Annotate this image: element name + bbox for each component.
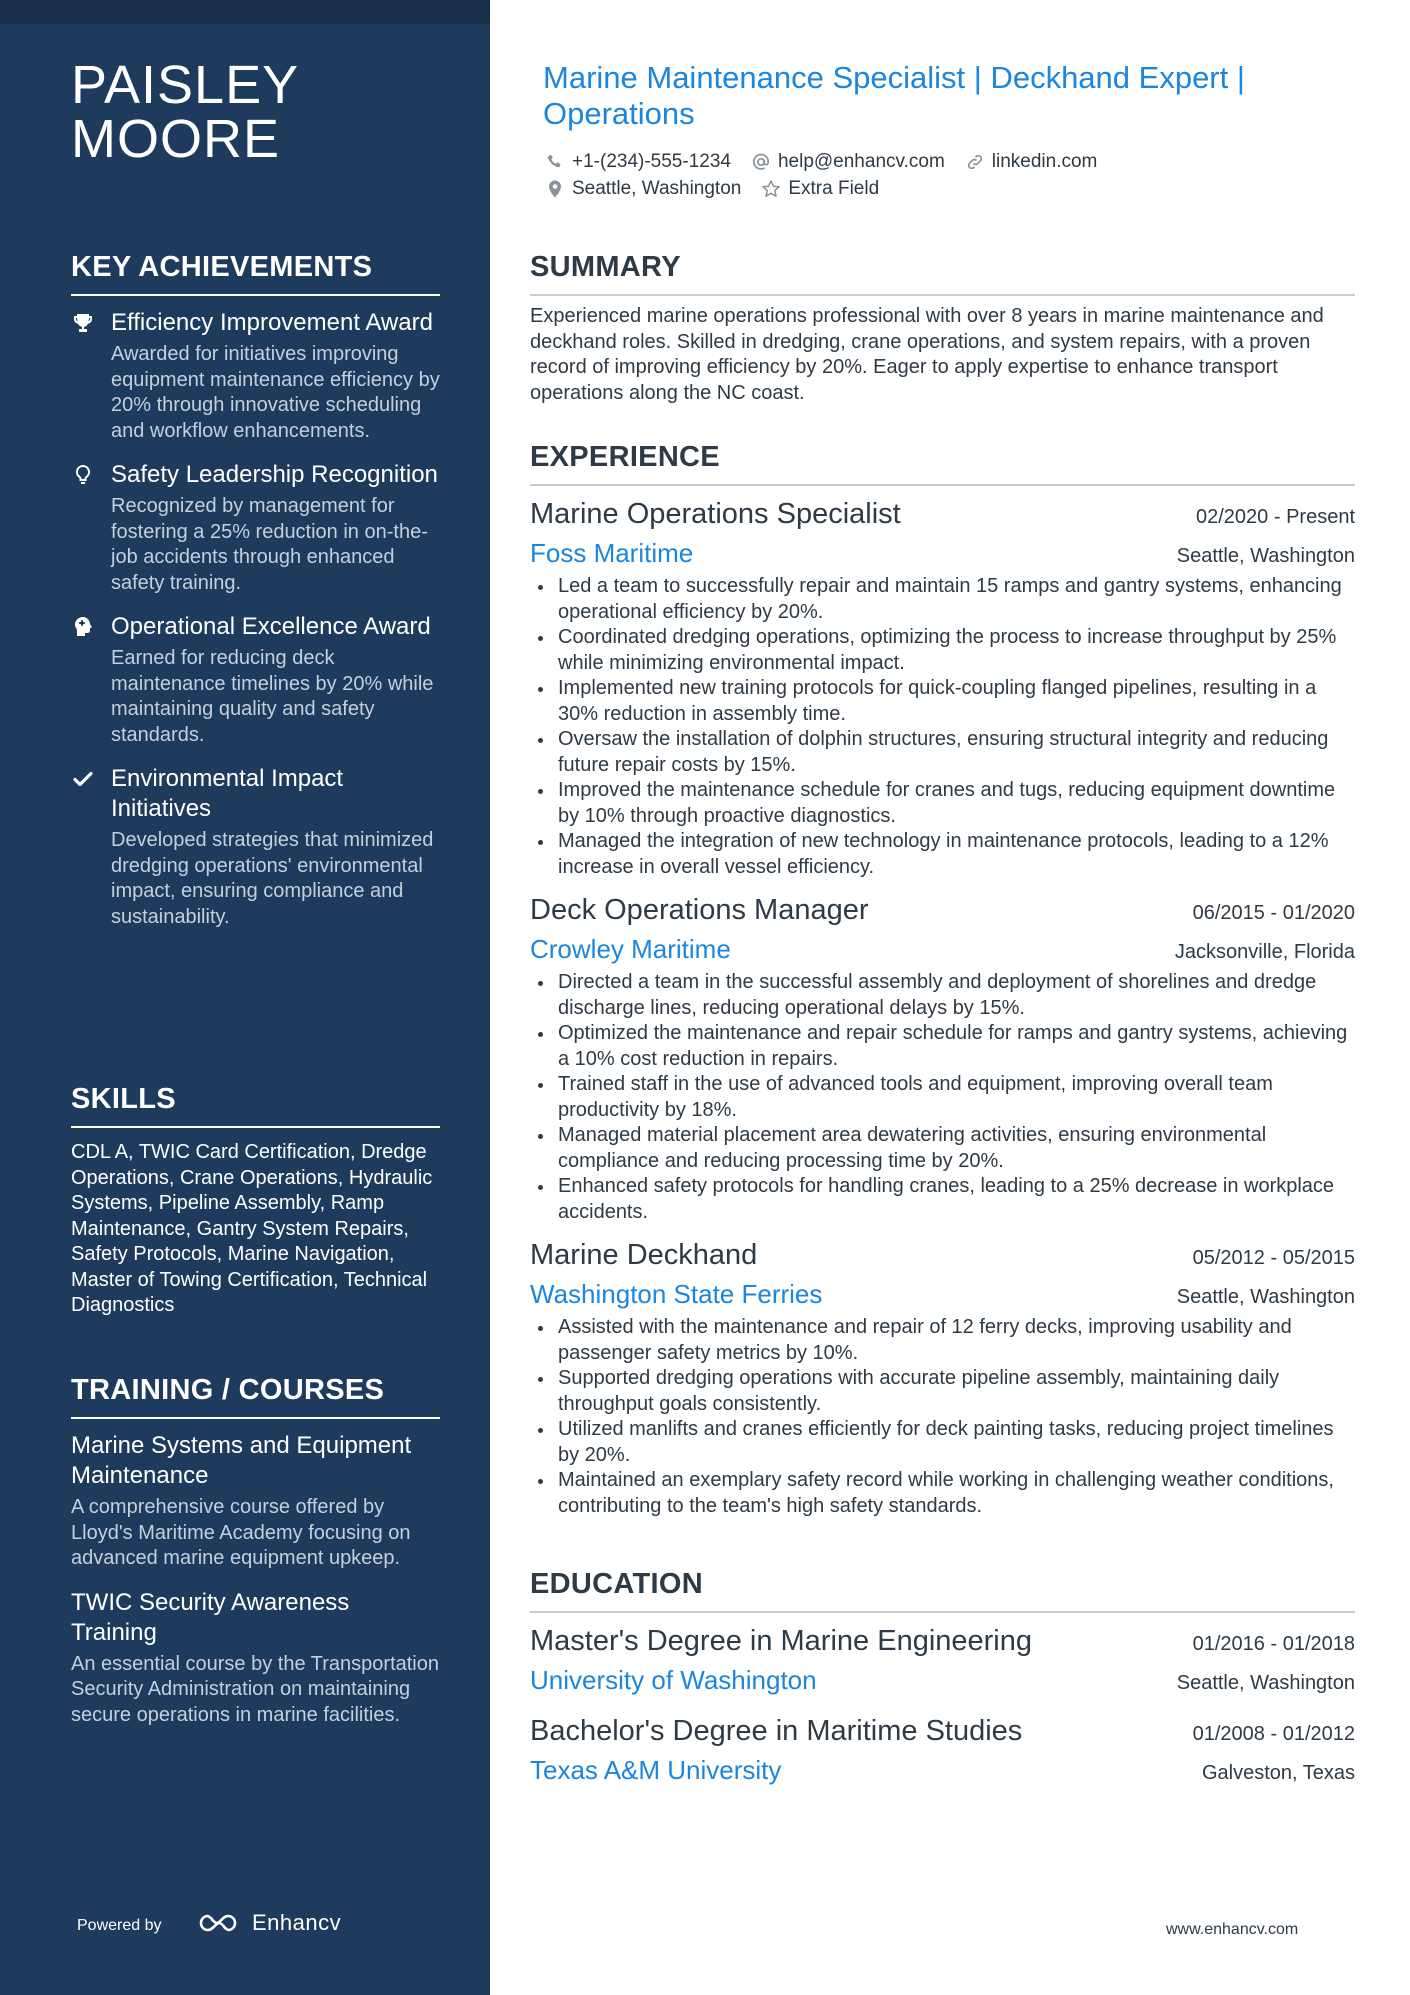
contact-row xyxy=(545,175,1305,202)
link-icon xyxy=(965,152,985,172)
job-date: 05/2012 - 05/2015 xyxy=(1192,1247,1355,1269)
school-name: Texas A&M University xyxy=(530,1755,782,1785)
bullet-item: Supported dredging operations with accurate pipeline assembly, maintaining daily throughput goals consistently. xyxy=(530,1366,1355,1417)
at-icon xyxy=(751,152,771,172)
summary-heading: SUMMARY xyxy=(530,250,1355,296)
bullet-item: Led a team to successfully repair and maintain 15 ramps and gantry systems, enhancing operational efficiency by 20%. xyxy=(530,574,1355,625)
sidebar-top-bar xyxy=(0,0,490,24)
job-bullets xyxy=(530,574,1355,880)
company-name: Foss Maritime xyxy=(530,538,694,568)
job-location: Seattle, Washington xyxy=(1176,1286,1355,1308)
job-date: 02/2020 - Present xyxy=(1196,506,1355,528)
achievement-item xyxy=(71,764,440,930)
job-bullets xyxy=(530,970,1355,1225)
bullet-item: Oversaw the installation of dolphin structures, ensuring structural integrity and reducing future repair costs by 15%. xyxy=(530,727,1355,778)
candidate-name xyxy=(71,55,451,169)
achievement-description: Recognized by management for fostering a 25% reduction in on-the-job accidents through enhanced safety training. xyxy=(111,495,428,594)
achievement-title: Operational Excellence Award xyxy=(111,613,431,640)
achievement-item xyxy=(71,612,440,748)
extra-contact xyxy=(761,178,879,200)
bullet-item: Trained staff in the use of advanced tools and equipment, improving overall team productivity by 18%. xyxy=(530,1072,1355,1123)
extra-text: Extra Field xyxy=(788,177,880,199)
training-section xyxy=(71,1373,440,1728)
course-title: Marine Systems and Equipment Maintenance xyxy=(71,1432,412,1489)
course-item xyxy=(71,1431,440,1572)
education-item xyxy=(530,1713,1355,1787)
enhancv-brand: Enhancv xyxy=(252,1910,342,1935)
bullet-item: Directed a team in the successful assembly and deployment of shorelines and dredge discharge lines, reducing operational delays by 15%. xyxy=(530,970,1355,1021)
bullet-item: Assisted with the maintenance and repair of 12 ferry decks, improving usability and passenger safety metrics by 10%. xyxy=(530,1315,1355,1366)
achievement-title: Environmental Impact Initiatives xyxy=(111,765,344,822)
bullet-item: Optimized the maintenance and repair schedule for ramps and gantry systems, achieving a 10% cost reduction in repairs. xyxy=(530,1021,1355,1072)
email-contact[interactable] xyxy=(751,151,945,173)
sidebar xyxy=(0,0,490,1995)
linkedin-contact[interactable] xyxy=(965,151,1098,173)
school-location: Seattle, Washington xyxy=(1176,1672,1355,1694)
phone-text: +1-(234)-555-1234 xyxy=(572,150,731,172)
job-role: Marine Deckhand xyxy=(530,1239,758,1271)
location-contact xyxy=(545,178,741,200)
company-name: Washington State Ferries xyxy=(530,1279,823,1309)
education-date: 01/2016 - 01/2018 xyxy=(1192,1633,1355,1655)
achievement-item xyxy=(71,460,440,596)
skills-list: CDL A, TWIC Card Certification, Dredge Operations, Crane Operations, Hydraulic Systems, Pipeline Assembly, Ramp Maintenance, Gantry System Repairs, Safety Protocols, Marine Navigation, Master of Towing Certification, Technical Diagnostics xyxy=(71,1141,433,1316)
education-section xyxy=(530,1567,1355,1787)
brain-icon xyxy=(71,615,95,639)
first-name: PAISLEY xyxy=(71,55,300,115)
job-role: Deck Operations Manager xyxy=(530,894,869,926)
degree-name: Bachelor's Degree in Maritime Studies xyxy=(530,1715,1023,1747)
course-item xyxy=(71,1588,440,1729)
powered-by-label: Powered by xyxy=(77,1917,162,1934)
phone-contact[interactable] xyxy=(545,151,731,173)
job-bullets xyxy=(530,1315,1355,1519)
education-date: 01/2008 - 01/2012 xyxy=(1192,1723,1355,1745)
summary-text: Experienced marine operations professional with over 8 years in marine maintenance and deckhand roles. Skilled in dredging, crane operations, and system repairs, with a proven record of improving efficiency by 20%. Eager to apply expertise to enhance transport operations along the NC coast. xyxy=(530,305,1324,404)
bullet-item: Improved the maintenance schedule for cranes and tugs, reducing equipment downtime by 10% through proactive diagnostics. xyxy=(530,778,1355,829)
job-date: 06/2015 - 01/2020 xyxy=(1192,902,1355,924)
achievements-section xyxy=(71,250,440,930)
location-pin-icon xyxy=(545,179,565,199)
bullet-item: Coordinated dredging operations, optimizing the process to increase throughput by 25% while minimizing environmental impact. xyxy=(530,625,1355,676)
bullet-item: Implemented new training protocols for quick-coupling flanged pipelines, resulting in a 30% reduction in assembly time. xyxy=(530,676,1355,727)
achievements-heading: KEY ACHIEVEMENTS xyxy=(71,250,440,296)
trophy-icon xyxy=(71,311,95,335)
contact-row xyxy=(545,148,1305,175)
headline: Marine Maintenance Specialist | Deckhand Expert | Operations xyxy=(543,60,1245,131)
degree-name: Master's Degree in Marine Engineering xyxy=(530,1625,1033,1657)
bullet-item: Enhanced safety protocols for handling cranes, leading to a 25% decrease in workplace accidents. xyxy=(530,1174,1355,1225)
experience-item xyxy=(530,496,1355,880)
job-role: Marine Operations Specialist xyxy=(530,498,901,530)
achievement-title: Safety Leadership Recognition xyxy=(111,461,438,488)
course-description: An essential course by the Transportation Security Administration on maintaining secure operations in marine facilities. xyxy=(71,1652,439,1726)
contact-info xyxy=(545,148,1305,202)
linkedin-text: linkedin.com xyxy=(991,150,1098,172)
training-heading: TRAINING / COURSES xyxy=(71,1373,440,1419)
experience-item xyxy=(530,1237,1355,1519)
email-text: help@enhancv.com xyxy=(777,150,945,172)
job-location: Jacksonville, Florida xyxy=(1174,941,1355,963)
skills-section xyxy=(71,1082,440,1319)
location-text: Seattle, Washington xyxy=(572,177,742,199)
infinity-logo-icon xyxy=(196,1911,242,1935)
checkmark-icon xyxy=(71,767,95,791)
school-name: University of Washington xyxy=(530,1665,817,1695)
lightbulb-icon xyxy=(71,463,95,487)
company-name: Crowley Maritime xyxy=(530,934,731,964)
summary-section xyxy=(530,250,1355,406)
education-heading: EDUCATION xyxy=(530,1567,1355,1613)
phone-icon xyxy=(545,152,565,172)
footer-website[interactable]: www.enhancv.com xyxy=(1166,1921,1299,1938)
skills-heading: SKILLS xyxy=(71,1082,440,1128)
experience-heading: EXPERIENCE xyxy=(530,440,1355,486)
experience-section xyxy=(530,440,1355,1519)
star-icon xyxy=(761,179,781,199)
achievement-description: Earned for reducing deck maintenance timelines by 20% while maintaining quality and safety standards. xyxy=(111,647,434,746)
bullet-item: Maintained an exemplary safety record while working in challenging weather conditions, contributing to the team's high safety standards. xyxy=(530,1468,1355,1519)
bullet-item: Utilized manlifts and cranes efficiently for deck painting tasks, reducing project timelines by 20%. xyxy=(530,1417,1355,1468)
job-location: Seattle, Washington xyxy=(1176,545,1355,567)
achievement-item xyxy=(71,308,440,444)
bullet-item: Managed material placement area dewatering activities, ensuring environmental compliance and reducing processing time by 20%. xyxy=(530,1123,1355,1174)
achievement-description: Developed strategies that minimized dredging operations' environmental impact, ensuring compliance and sustainability. xyxy=(111,829,434,928)
experience-item xyxy=(530,892,1355,1225)
achievement-description: Awarded for initiatives improving equipment maintenance efficiency by 20% through innovative scheduling and workflow enhancements. xyxy=(111,343,440,442)
last-name: MOORE xyxy=(71,109,281,169)
education-item xyxy=(530,1623,1355,1697)
bullet-item: Managed the integration of new technology in maintenance protocols, leading to a 12% increase in overall vessel efficiency. xyxy=(530,829,1355,880)
course-title: TWIC Security Awareness Training xyxy=(71,1588,350,1646)
enhancv-logo[interactable] xyxy=(196,1910,341,1936)
course-description: A comprehensive course offered by Lloyd's Maritime Academy focusing on advanced marine equipment upkeep. xyxy=(71,1496,411,1569)
achievement-title: Efficiency Improvement Award xyxy=(111,309,433,336)
school-location: Galveston, Texas xyxy=(1201,1762,1355,1784)
